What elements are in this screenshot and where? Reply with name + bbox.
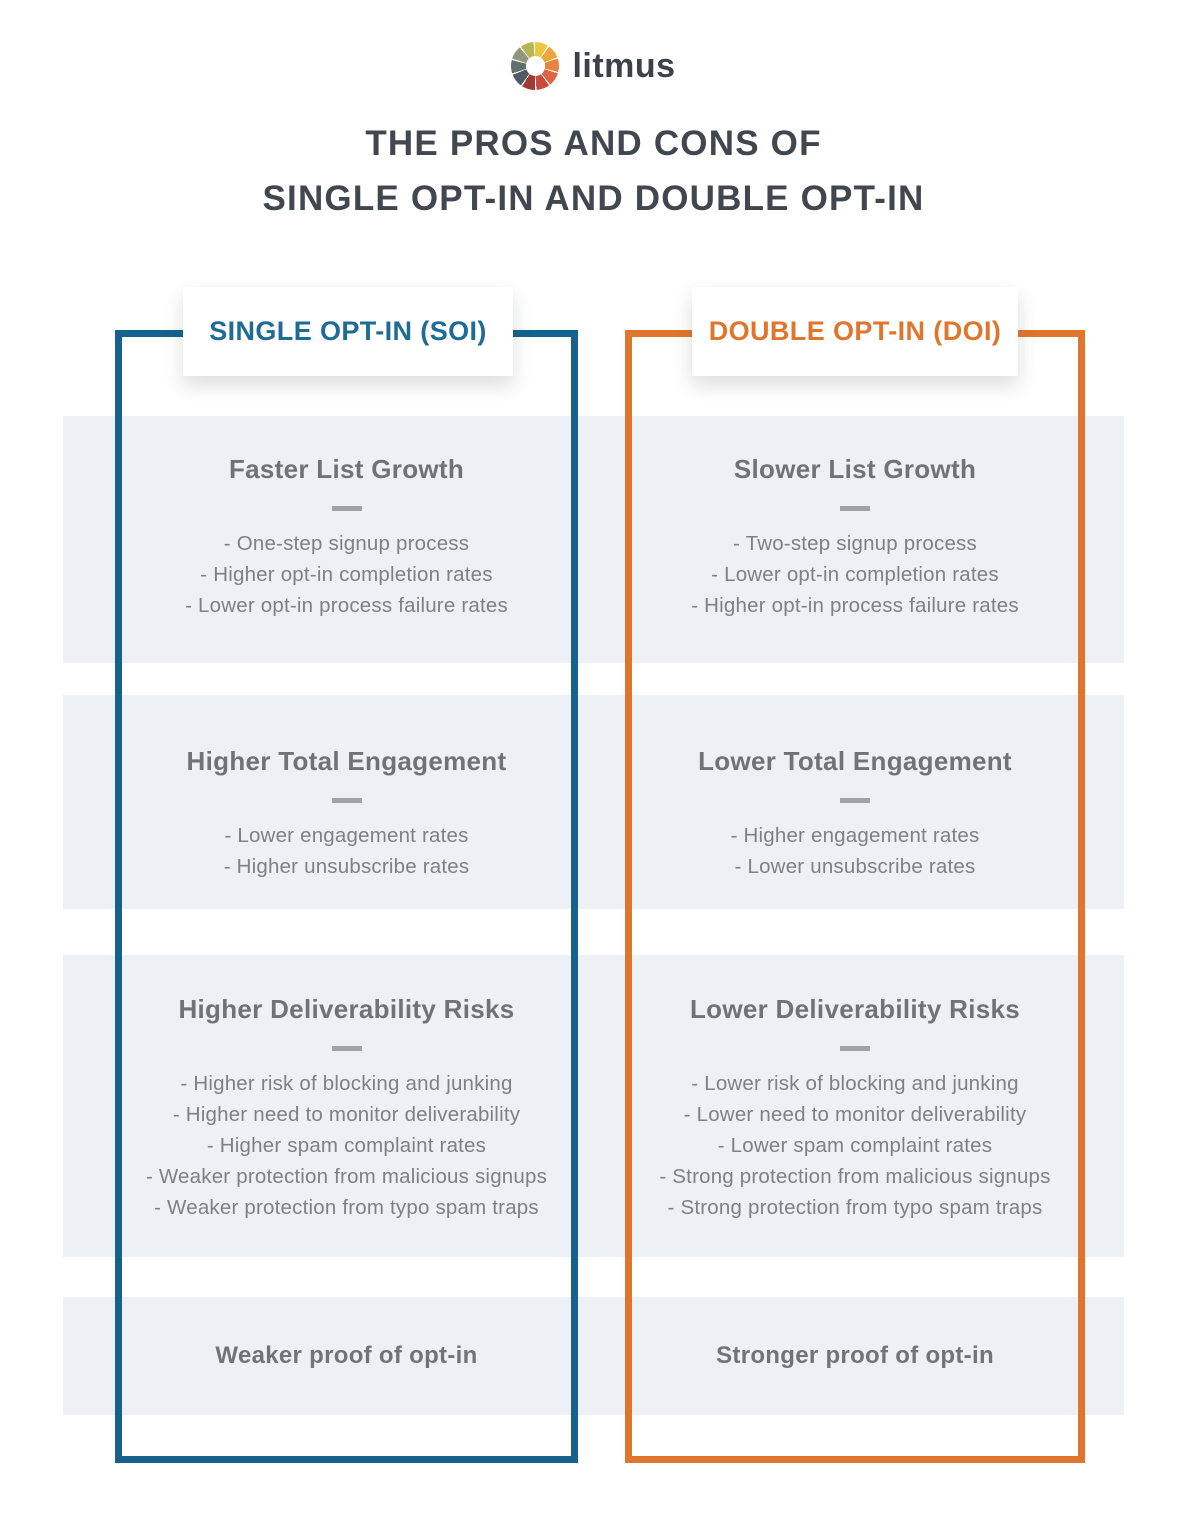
section-heading: Faster List Growth <box>228 454 465 484</box>
section-heading: Lower Deliverability Risks <box>689 994 1021 1024</box>
doi-header-label: DOUBLE OPT-IN (DOI) <box>708 316 1002 346</box>
section-items <box>135 1068 558 1223</box>
doi-section-engagement <box>644 745 1066 882</box>
section-heading: Lower Total Engagement <box>698 746 1012 776</box>
section-item: - Strong protection from malicious signups <box>659 1165 1051 1188</box>
section-item: - Higher unsubscribe rates <box>223 855 470 878</box>
section-items <box>135 820 558 882</box>
section-item: - Higher engagement rates <box>730 824 980 847</box>
doi-section-proof <box>644 1342 1066 1370</box>
soi-section-engagement <box>135 745 558 882</box>
soi-header-label: SINGLE OPT-IN (SOI) <box>209 316 487 346</box>
litmus-logo <box>0 41 1187 91</box>
section-item: - Lower risk of blocking and junking <box>691 1072 1019 1095</box>
section-divider <box>840 506 870 511</box>
section-item: - Weaker protection from malicious signups <box>145 1165 548 1188</box>
section-item: - Weaker protection from typo spam traps <box>154 1196 539 1219</box>
section-item: - Lower opt-in completion rates <box>711 563 999 586</box>
brand-name: litmus <box>572 47 676 85</box>
section-item: - One-step signup process <box>223 532 470 555</box>
section-divider <box>840 1046 870 1051</box>
section-divider <box>332 506 362 511</box>
section-divider <box>332 798 362 803</box>
section-item: - Lower opt-in process failure rates <box>185 594 508 617</box>
soi-section-deliverability <box>135 993 558 1223</box>
section-items <box>644 528 1066 621</box>
page-title-line-2: SINGLE OPT-IN AND DOUBLE OPT-IN <box>262 179 925 218</box>
section-item: - Strong protection from typo spam traps <box>667 1196 1043 1219</box>
section-heading: Weaker proof of opt-in <box>215 1342 478 1369</box>
section-item: - Lower engagement rates <box>224 824 469 847</box>
section-item: - Higher risk of blocking and junking <box>180 1072 513 1095</box>
section-divider <box>840 798 870 803</box>
section-items <box>644 820 1066 882</box>
section-items <box>644 1068 1066 1223</box>
section-heading: Higher Deliverability Risks <box>178 994 515 1024</box>
litmus-color-wheel-icon <box>511 42 559 90</box>
soi-section-proof <box>135 1342 558 1370</box>
soi-header-card <box>183 287 513 376</box>
section-item: - Higher need to monitor deliverability <box>172 1103 521 1126</box>
page-title <box>0 116 1187 226</box>
doi-section-list-growth <box>644 453 1066 621</box>
page-title-line-1: THE PROS AND CONS OF <box>365 124 822 163</box>
section-heading: Slower List Growth <box>733 454 977 484</box>
doi-section-deliverability <box>644 993 1066 1223</box>
soi-section-list-growth <box>135 453 558 621</box>
section-items <box>135 528 558 621</box>
section-item: - Higher spam complaint rates <box>206 1134 487 1157</box>
section-item: - Two-step signup process <box>733 532 977 555</box>
section-item: - Higher opt-in completion rates <box>200 563 493 586</box>
section-item: - Lower spam complaint rates <box>717 1134 993 1157</box>
section-heading: Higher Total Engagement <box>186 746 507 776</box>
section-heading: Stronger proof of opt-in <box>716 1342 994 1369</box>
section-item: - Higher opt-in process failure rates <box>691 594 1019 617</box>
section-divider <box>332 1046 362 1051</box>
section-item: - Lower need to monitor deliverability <box>683 1103 1027 1126</box>
doi-header-card <box>692 287 1018 376</box>
section-item: - Lower unsubscribe rates <box>734 855 976 878</box>
